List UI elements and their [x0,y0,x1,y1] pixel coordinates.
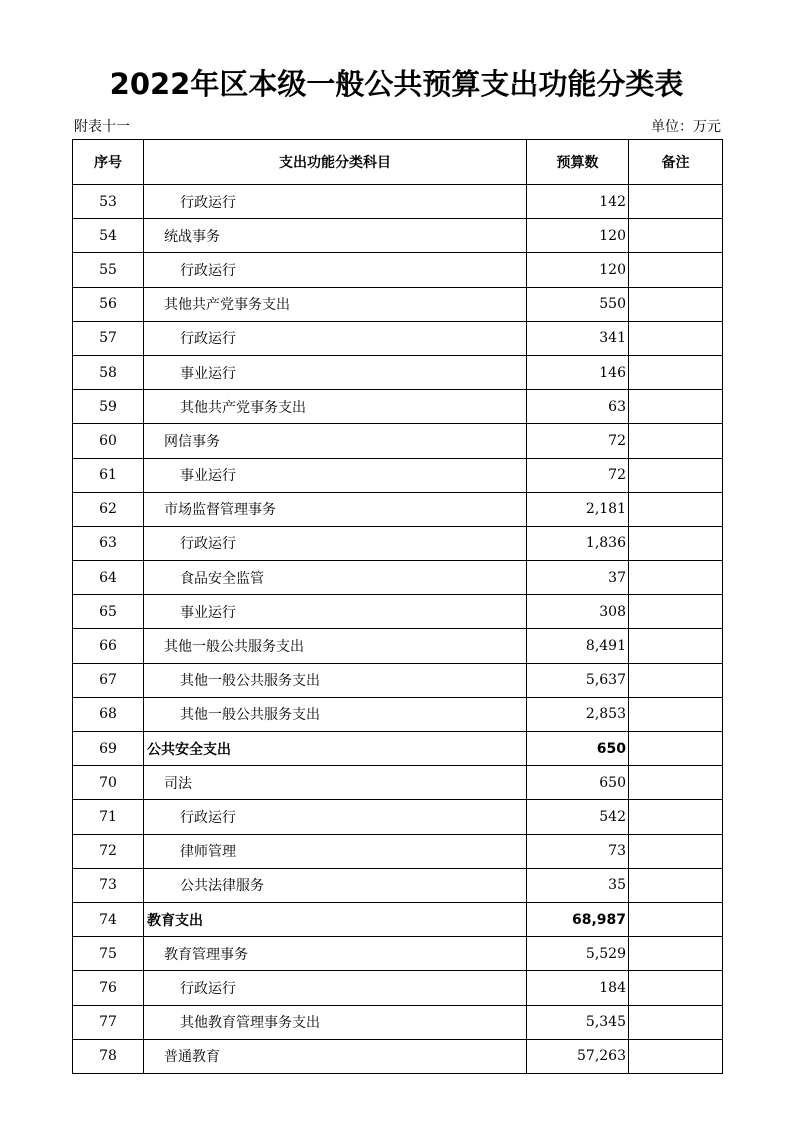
row-budget-amount: 72 [527,424,629,458]
row-note [629,287,723,321]
row-number: 57 [73,321,144,355]
row-note [629,1039,723,1073]
row-budget-amount: 5,529 [527,937,629,971]
unit-label: 单位：万元 [651,119,721,135]
table-row [73,663,723,697]
row-budget-amount: 120 [527,253,629,287]
row-category-name: 其他教育管理事务支出 [144,1005,527,1039]
row-note [629,492,723,526]
row-category-name: 其他共产党事务支出 [144,390,527,424]
table-row [73,185,723,219]
row-category-name: 教育管理事务 [144,937,527,971]
row-number: 63 [73,526,144,560]
row-note [629,834,723,868]
table-row [73,766,723,800]
row-category-name: 食品安全监管 [144,561,527,595]
attachment-label: 附表十一 [74,119,130,135]
row-number: 73 [73,868,144,902]
row-budget-amount: 2,853 [527,697,629,731]
row-category-name: 其他一般公共服务支出 [144,697,527,731]
row-category-name: 市场监督管理事务 [144,492,527,526]
row-number: 76 [73,971,144,1005]
row-category-name: 其他一般公共服务支出 [144,629,527,663]
row-number: 68 [73,697,144,731]
row-number: 61 [73,458,144,492]
row-category-name: 行政运行 [144,800,527,834]
row-number: 77 [73,1005,144,1039]
table-body [73,185,723,1074]
row-budget-amount: 120 [527,219,629,253]
row-note [629,800,723,834]
row-category-name: 行政运行 [144,253,527,287]
row-note [629,321,723,355]
row-note [629,595,723,629]
row-budget-amount: 5,345 [527,1005,629,1039]
header-amount: 预算数 [527,140,629,185]
row-number: 53 [73,185,144,219]
row-number: 65 [73,595,144,629]
row-note [629,971,723,1005]
row-note [629,424,723,458]
row-category-name: 行政运行 [144,526,527,560]
row-number: 66 [73,629,144,663]
table-header-row [73,140,723,185]
table-row [73,424,723,458]
table-row [73,800,723,834]
row-number: 78 [73,1039,144,1073]
row-category-name: 事业运行 [144,595,527,629]
row-budget-amount: 650 [527,732,629,766]
table-row [73,219,723,253]
row-category-name: 普通教育 [144,1039,527,1073]
table-row [73,868,723,902]
row-number: 60 [73,424,144,458]
row-note [629,185,723,219]
row-budget-amount: 35 [527,868,629,902]
row-number: 62 [73,492,144,526]
row-budget-amount: 8,491 [527,629,629,663]
row-category-name: 公共安全支出 [144,732,527,766]
header-name: 支出功能分类科目 [144,140,527,185]
table-row [73,321,723,355]
row-category-name: 行政运行 [144,185,527,219]
header-note: 备注 [629,140,723,185]
row-category-name: 律师管理 [144,834,527,868]
row-number: 69 [73,732,144,766]
row-note [629,390,723,424]
row-note [629,766,723,800]
row-category-name: 行政运行 [144,971,527,1005]
row-note [629,732,723,766]
row-budget-amount: 341 [527,321,629,355]
row-note [629,663,723,697]
row-number: 75 [73,937,144,971]
table-row [73,561,723,595]
row-budget-amount: 1,836 [527,526,629,560]
row-number: 71 [73,800,144,834]
row-budget-amount: 2,181 [527,492,629,526]
row-number: 64 [73,561,144,595]
row-category-name: 其他一般公共服务支出 [144,663,527,697]
header-no: 序号 [73,140,144,185]
row-number: 67 [73,663,144,697]
row-budget-amount: 57,263 [527,1039,629,1073]
row-category-name: 统战事务 [144,219,527,253]
row-note [629,629,723,663]
row-category-name: 事业运行 [144,355,527,389]
table-row [73,458,723,492]
row-budget-amount: 308 [527,595,629,629]
page-title: 2022年区本级一般公共预算支出功能分类表 [109,67,684,101]
row-budget-amount: 63 [527,390,629,424]
table-row [73,697,723,731]
row-budget-amount: 550 [527,287,629,321]
row-note [629,253,723,287]
row-note [629,561,723,595]
table-row [73,971,723,1005]
row-budget-amount: 650 [527,766,629,800]
row-category-name: 公共法律服务 [144,868,527,902]
row-note [629,526,723,560]
table-row [73,253,723,287]
row-category-name: 教育支出 [144,902,527,936]
table-row [73,492,723,526]
row-budget-amount: 73 [527,834,629,868]
row-number: 55 [73,253,144,287]
row-number: 58 [73,355,144,389]
row-number: 54 [73,219,144,253]
table-row [73,526,723,560]
row-note [629,458,723,492]
row-category-name: 行政运行 [144,321,527,355]
row-number: 74 [73,902,144,936]
row-number: 56 [73,287,144,321]
table-row [73,595,723,629]
row-budget-amount: 37 [527,561,629,595]
row-budget-amount: 184 [527,971,629,1005]
table-row [73,902,723,936]
row-note [629,355,723,389]
row-note [629,868,723,902]
row-budget-amount: 142 [527,185,629,219]
budget-table [72,139,723,1074]
row-category-name: 网信事务 [144,424,527,458]
table-row [73,629,723,663]
table-row [73,390,723,424]
row-budget-amount: 146 [527,355,629,389]
row-number: 70 [73,766,144,800]
row-budget-amount: 5,637 [527,663,629,697]
row-budget-amount: 542 [527,800,629,834]
row-budget-amount: 72 [527,458,629,492]
row-budget-amount: 68,987 [527,902,629,936]
row-note [629,902,723,936]
row-category-name: 司法 [144,766,527,800]
row-note [629,937,723,971]
row-note [629,219,723,253]
row-number: 59 [73,390,144,424]
table-row [73,1005,723,1039]
table-row [73,1039,723,1073]
row-number: 72 [73,834,144,868]
row-category-name: 其他共产党事务支出 [144,287,527,321]
table-row [73,287,723,321]
table-row [73,732,723,766]
row-category-name: 事业运行 [144,458,527,492]
row-note [629,1005,723,1039]
table-row [73,355,723,389]
row-note [629,697,723,731]
table-row [73,937,723,971]
table-row [73,834,723,868]
